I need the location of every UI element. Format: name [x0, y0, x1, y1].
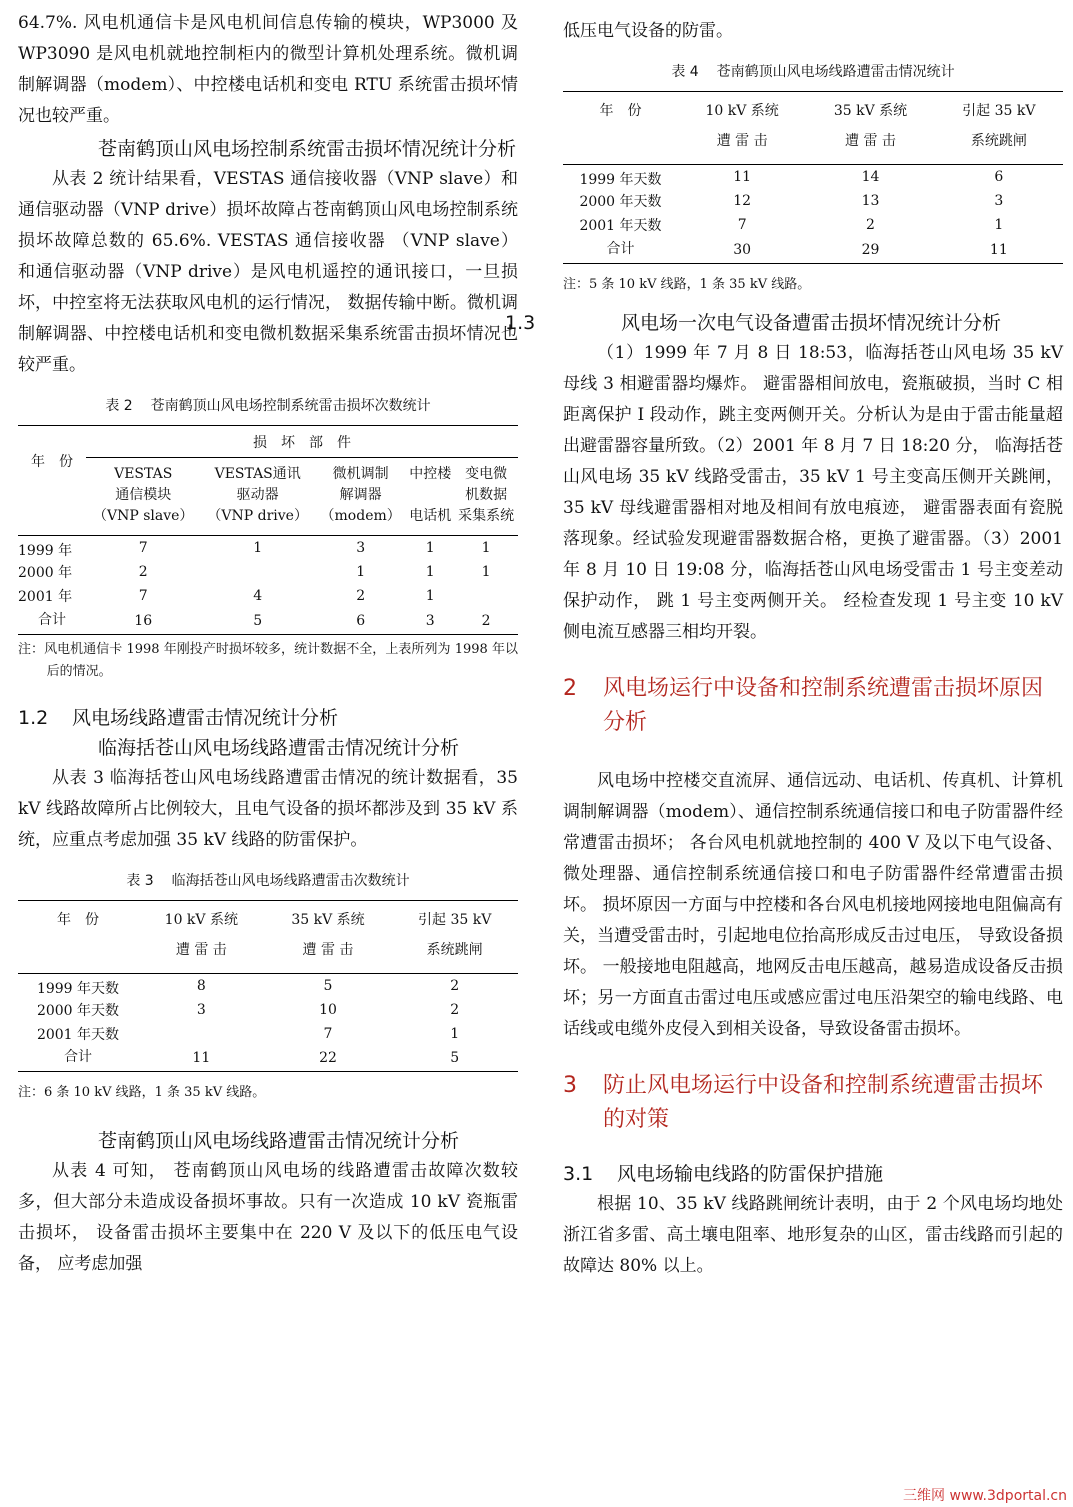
- table-title: 苍南鹤顶山风电场线路遭雷击情况统计: [716, 64, 955, 80]
- paragraph: 低压电气设备的防雷。: [563, 21, 733, 41]
- section-number: 1.3: [505, 311, 536, 334]
- section-title: 防止风电场运行中设备和控制系统遭雷击损坏的对策: [603, 1072, 1044, 1132]
- section-heading-1-3: [505, 308, 1063, 338]
- section-number: 3: [563, 1072, 577, 1098]
- table-number: 表 3: [126, 872, 154, 889]
- watermark: 三维网 www.3dportal.cn: [903, 1488, 1067, 1504]
- section-title: 风电场线路遭雷击情况统计分析: [72, 706, 339, 729]
- table-header-cell: 年 份: [57, 911, 99, 928]
- section-number: [18, 1126, 98, 1156]
- table-header-cell: 中控楼 电话机: [409, 466, 452, 524]
- table-title: 临海括苍山风电场线路遭雷击次数统计: [171, 872, 410, 889]
- table-title: 苍南鹤顶山风电场控制系统雷击损坏次数统计: [150, 398, 431, 414]
- table-row: 合计 30 29 11: [606, 240, 1008, 258]
- section-heading-3-1: [563, 1159, 1063, 1189]
- table-number: 表 4: [671, 64, 699, 80]
- section-heading-1-2-1: [18, 733, 518, 763]
- paragraph: 从表 3 临海括苍山风电场线路遭雷击情况的统计数据看，35 kV 线路故障所占比例较大，且电气设备的损坏都涉及到 35 kV 系统，应重点考虑加强 35 kV 线路的防雷保护。: [18, 767, 518, 850]
- paragraph: 64.7%. 风电机通信卡是风电机间信息传输的模块，WP3000 及 WP3090 是风电机就地控制柜内的微型计算机处理系统。微机调制解调器（modem）、中控楼电话机和变电 RTU 系统雷击损坏情况也较严重。: [18, 13, 518, 126]
- table-header-cell: 35 kV 系统 遭 雷 击: [291, 911, 365, 958]
- section-number: [18, 134, 98, 164]
- table-header-cell: 10 kV 系统 遭 雷 击: [705, 103, 779, 149]
- table-caption: [18, 395, 518, 417]
- section-number: 2: [563, 675, 577, 701]
- table-header-cell: 微机调制 解调器 （modem）: [320, 466, 401, 524]
- table-row: 2000 年 2 1 1 1: [18, 564, 491, 581]
- section-title: 风电场输电线路的防雷保护措施: [617, 1162, 884, 1185]
- section-title: 苍南鹤顶山风电场控制系统雷击损坏情况统计分析: [98, 138, 517, 160]
- section-heading-1-2-2: [18, 1126, 518, 1156]
- section-heading-1-2: [18, 703, 518, 733]
- paragraph: 风电场中控楼交直流屏、通信远动、电话机、传真机、计算机调制解调器（modem）、通信控制系统通信接口和电子防雷器件经常遭雷击损坏； 各台风电机就地控制的 400 V 及以下电气设备、微处理器、通信控制系统通信接口和电子防雷器件经常遭雷击损坏。 损坏原因一方面与中控楼和各台风电机接地网接地电阻偏高有关，当遭受雷击时，引起地电位抬高形成反击过电压， 导致设备损坏。 一般接地电阻越高，地网反击电压越高，越易造成设备反击损坏；另一方面直击雷过电压或感应雷过电压沿架空的输电线路、电话线或电缆外皮侵入到相关设备，导致设备雷击损坏。: [563, 770, 1063, 1039]
- section-number: 1.2: [18, 706, 49, 729]
- section-number: 3.1: [563, 1162, 594, 1185]
- table-2: [18, 425, 518, 635]
- paragraph: （1）1999 年 7 月 8 日 18:53，临海括苍山风电场 35 kV 母线 3 相避雷器均爆炸。 避雷器相间放电，瓷瓶破损，当时 C 相距离保护 I 段动作，跳主变两侧开关。分析认为是由于雷击能量超出避雷器容量所致。（2）2001 年 8 月 7 日 18:20 分， 临海括苍山风电场 35 kV 线路受雷击，35 kV 1 号主变高压侧开关跳闸，35 kV 母线避雷器相对地及相间有放电痕迹， 避雷器表面有瓷脱落现象。经试验发现避雷器数据合格，更换了避雷器。（3）2001 年 8 月 10 日 19:08 分，临海括苍山风电场受雷击 1 号主变差动保护动作， 跳 1 号主变两侧开关。 经检查发现 1 号主变 10 kV 侧电流互感器三相均开裂。: [563, 342, 1063, 642]
- table-header-cell: VESTAS通讯 驱动器 （VNP drive）: [207, 466, 308, 524]
- table-row: 2000 年天数 12 13 3: [579, 193, 1004, 210]
- section-heading-3: [563, 1069, 1063, 1137]
- section-title: 苍南鹤顶山风电场线路遭雷击情况统计分析: [98, 1130, 460, 1152]
- table-header-cell: 10 kV 系统 遭 雷 击: [164, 911, 238, 958]
- table-note: 注：风电机通信卡 1998 年刚投产时损坏较多，统计数据不全，上表所列为 1998 年以后的情况。: [18, 641, 518, 679]
- table-header-cell: VESTAS 通信模块 （VNP slave）: [92, 466, 194, 524]
- table-header-cell: 引起 35 kV 系统跳闸: [418, 911, 492, 958]
- table-header-cell: 年 份: [599, 103, 642, 119]
- paragraph: 从表 2 统计结果看，VESTAS 通信接收器（VNP slave）和通信驱动器（VNP drive）损坏故障占苍南鹤顶山风电场控制系统损坏故障总数的 65.6%. VESTAS 通信接收器 （VNP slave） 和通信驱动器（VNP drive）是风电机遥控的通讯接口，一旦损坏，中控室将无法获取风电机的运行情况， 数据传输中断。微机调制解调器、中控楼电话机和变电微机数据采集系统雷击损坏情况也较严重。: [18, 169, 518, 375]
- table-row: 合计 16 5 6 3 2: [38, 611, 491, 629]
- table-note: 注：6 条 10 kV 线路，1 条 35 kV 线路。: [18, 1085, 266, 1100]
- table-row: 2001 年天数 7 1: [36, 1025, 460, 1043]
- section-title: 风电场运行中设备和控制系统遭雷击损坏原因分析: [603, 675, 1044, 735]
- table-row: 1999 年 7 1 3 1 1: [18, 536, 518, 561]
- table-row: 1999 年天数 11 14 6: [579, 169, 1004, 188]
- right-column: [505, 0, 1063, 1282]
- table-number: 表 2: [105, 398, 133, 414]
- table-header-cell: 年 份: [31, 453, 73, 470]
- section-title: 风电场一次电气设备遭雷击损坏情况统计分析: [621, 311, 1002, 334]
- table-header-cell: 引起 35 kV 系统跳闸: [962, 103, 1036, 149]
- table-note: 注：5 条 10 kV 线路，1 条 35 kV 线路。: [563, 276, 811, 292]
- table-row: 合计 11 22 5: [64, 1049, 460, 1067]
- table-4: [563, 91, 1063, 264]
- section-heading-2: [563, 672, 1063, 740]
- table-row: 2001 年 7 4 2 1: [18, 588, 435, 605]
- section-number: [18, 733, 98, 763]
- paragraph: 从表 4 可知， 苍南鹤顶山风电场的线路遭雷击故障次数较多，但大部分未造成设备损坏事故。只有一次造成 10 kV 瓷瓶雷击损坏， 设备雷击损坏主要集中在 220 V 及以下的低压电气设备， 应考虑加强: [18, 1161, 518, 1274]
- section-title: 临海括苍山风电场线路遭雷击情况统计分析: [98, 736, 460, 759]
- table-row: 1999 年天数 8 5 2: [36, 977, 460, 997]
- paragraph: 根据 10、35 kV 线路跳闸统计表明，由于 2 个风电场均地处浙江省多雷、高土壤电阻率、地形复杂的山区，雷击线路而引起的故障达 80% 以上。: [563, 1193, 1063, 1276]
- table-3: [18, 900, 518, 1073]
- table-row: 2000 年天数 3 10 2: [36, 1001, 460, 1019]
- table-caption: [18, 870, 518, 892]
- table-caption: [563, 61, 1063, 83]
- section-heading-1-1-2: [18, 134, 518, 164]
- table-header-cell: 变电微 机数据 采集系统: [458, 466, 515, 524]
- table-group-header: 损 坏 部 件: [86, 426, 518, 458]
- table-header-cell: 35 kV 系统 遭 雷 击: [833, 103, 908, 149]
- left-column: [18, 0, 518, 1280]
- table-row: 2001 年天数 7 2 1: [579, 217, 1004, 234]
